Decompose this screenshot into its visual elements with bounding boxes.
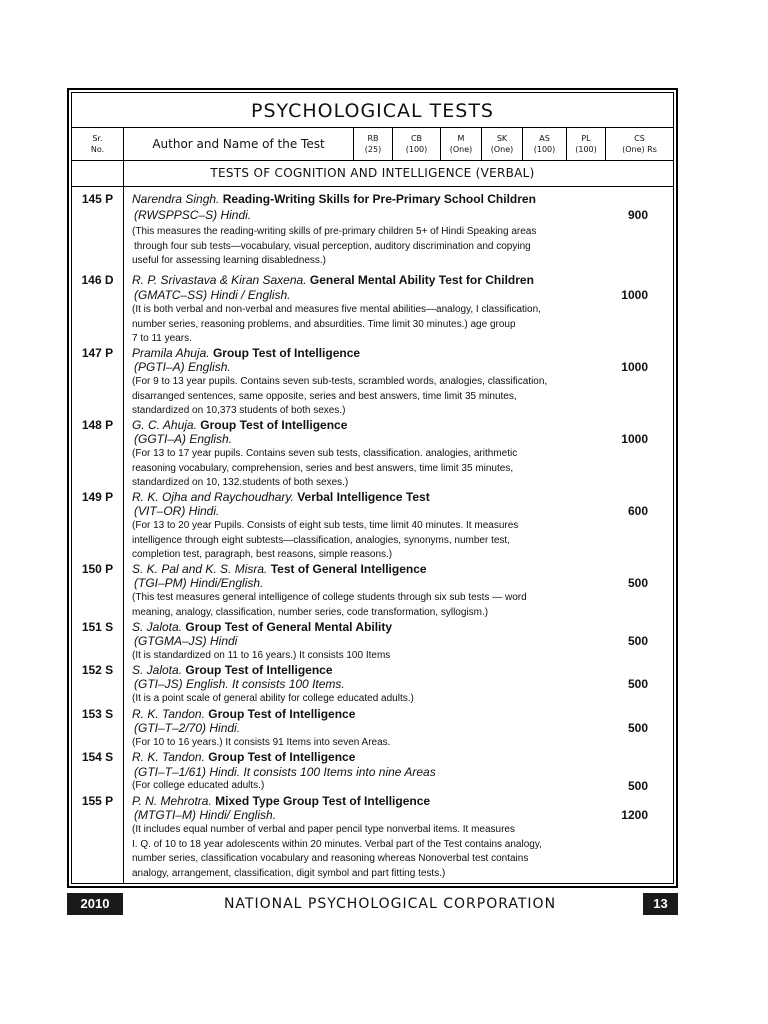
entry-title-line [132, 273, 602, 287]
category-heading: TESTS OF COGNITION AND INTELLIGENCE (VERBAL) [210, 166, 535, 180]
entry-price: 500 [627, 576, 648, 590]
entry-test-name: Group Test of Intelligence [208, 750, 356, 764]
entry-description [132, 303, 607, 347]
entry-test-name: Test of General Intelligence [270, 562, 427, 576]
entry-description [132, 692, 607, 707]
entry-test-name: Reading-Writing Skills for Pre-Primary School Children [222, 192, 536, 206]
entry-description [132, 447, 607, 491]
entry-number: 145 P [81, 192, 114, 206]
entry-authors: R. K. Tandon. [132, 750, 205, 764]
column-code-qty: (25) [364, 145, 382, 154]
column-header-author [124, 128, 353, 160]
column-header-pl [567, 128, 605, 160]
entry-code-line: (VIT–OR) Hindi. [134, 504, 220, 518]
desc-line: number series, classification vocabulary and reasoning whereas Nonoverbal test contains [132, 853, 529, 864]
desc-line: (This test measures general intelligence of college students through six sub tests — word [132, 592, 527, 603]
entry-authors: S. K. Pal and K. S. Misra. [132, 562, 268, 576]
column-header-sk [482, 128, 522, 160]
entry-price: 1000 [621, 432, 648, 446]
entry-price: 900 [627, 208, 648, 222]
column-header-m [441, 128, 481, 160]
desc-line: analogy, arrangement, classification, digit symbol and part fitting tests.) [132, 867, 446, 879]
footer-publisher: NATIONAL PSYCHOLOGICAL CORPORATION [223, 896, 557, 912]
desc-line: (It is standardized on 11 to 16 years.) It consists 100 Items [132, 650, 391, 661]
column-code: CB [410, 134, 423, 143]
desc-line: disarranged sentences, same opposite, series and best answers, time limit 35 minutes, [132, 390, 517, 402]
entry-code-line: (PGTI–A) English. [134, 360, 231, 374]
desc-line: standardized on 10, 132.students of both sexes.) [132, 477, 349, 488]
entry-test-name: Group Test of Intelligence [200, 418, 348, 432]
entry-code-line: (GTI–T–2/70) Hindi. [134, 721, 241, 735]
entry-authors: S. Jalota. [132, 663, 183, 677]
column-header-cs [606, 128, 673, 160]
column-code-qty: (100) [405, 145, 428, 154]
entry-test-name: Mixed Type Group Test of Intelligence [215, 794, 431, 808]
entry-authors: G. C. Ahuja. [132, 418, 197, 432]
entry-title-line [132, 794, 602, 808]
column-header-cb [393, 128, 440, 160]
entry-description [132, 375, 607, 419]
footer-year: 2010 [67, 893, 123, 915]
entry-authors: P. N. Mehrotra. [132, 794, 212, 808]
column-code-qty: (100) [533, 145, 556, 154]
desc-line: meaning, analogy, classification, number series, code transformation, syllogism.) [132, 606, 489, 618]
entry-number: 148 P [81, 418, 114, 432]
column-header-sr-line2: No. [90, 145, 105, 154]
desc-line: completion test, paragraph, best reasons, simple reasons.) [132, 549, 393, 560]
column-header-sr-no [72, 128, 123, 160]
desc-line: useful for assessing learning disabledness.) [132, 255, 326, 266]
desc-line: (For college educated adults.) [132, 780, 265, 791]
entry-description [132, 649, 607, 664]
column-code: SK [496, 134, 508, 143]
entry-test-name: Group Test of Intelligence [208, 707, 356, 721]
desc-line: standardized on 10,373 students of both sexes.) [132, 405, 346, 416]
desc-line: intelligence through eight subtests—classification, analogies, synonyms, number test, [132, 534, 510, 546]
column-code: CS [634, 134, 645, 143]
entry-number: 154 S [81, 750, 114, 764]
column-header-rb [354, 128, 392, 160]
entry-title-line [132, 346, 602, 360]
entry-title-line [132, 620, 602, 634]
entry-number: 151 S [81, 620, 114, 634]
entry-price: 500 [627, 677, 648, 691]
entry-authors: Pramila Ahuja. [132, 346, 210, 360]
entry-price: 600 [627, 504, 648, 518]
entry-number: 146 D [81, 273, 114, 287]
desc-line: (For 13 to 20 year Pupils. Consists of eight sub tests, time limit 40 minutes. It measures [132, 520, 519, 531]
desc-line: reasoning vocabulary, comprehension, series and best answers, time limit 35 minutes, [132, 462, 514, 474]
entry-price: 500 [627, 634, 648, 648]
column-code: PL [581, 134, 591, 143]
desc-line: (It is a point scale of general ability for college educated adults.) [132, 693, 414, 704]
entry-title-line [132, 750, 602, 764]
entry-description [132, 779, 607, 794]
column-code: RB [367, 134, 379, 143]
entry-title-line [132, 562, 602, 576]
entry-authors: R. K. Ojha and Raychoudhary. [132, 490, 294, 504]
entry-description [132, 591, 607, 620]
desc-line: (For 10 to 16 years.) It consists 91 Items into seven Areas. [132, 737, 391, 748]
entry-description [132, 519, 607, 563]
entry-authors: R. K. Tandon. [132, 707, 205, 721]
entry-price: 500 [627, 721, 648, 735]
entry-number: 147 P [81, 346, 114, 360]
desc-line: (For 9 to 13 year pupils. Contains seven sub-tests, scrambled words, analogies, classification, [132, 376, 548, 387]
desc-line: (For 13 to 17 year pupils. Contains seven sub tests, classification. analogies, arithmetic [132, 448, 518, 459]
entry-price: 1000 [621, 360, 648, 374]
entry-title-line [132, 663, 602, 677]
entry-code-line: (GTGMA–JS) Hindi [134, 634, 238, 648]
column-header-author-label: Author and Name of the Test [152, 136, 325, 151]
entry-title-line [132, 707, 602, 721]
desc-line: through four sub tests—vocabulary, visual perception, auditory discrimination and copying [134, 240, 531, 252]
column-code-qty: (100) [575, 145, 597, 154]
desc-line: 7 to 11 years. [132, 333, 192, 344]
entry-authors: S. Jalota. [132, 620, 183, 634]
column-code-qty: (One) Rs [622, 145, 657, 154]
column-code: AS [539, 134, 550, 143]
entry-code-line: (MTGTI–M) Hindi/ English. [134, 808, 277, 822]
entry-title-line [132, 490, 602, 504]
entry-test-name: Verbal Intelligence Test [297, 490, 430, 504]
entry-authors: Narendra Singh. [132, 192, 220, 206]
entry-title-line [132, 418, 602, 432]
entry-code-line: (GTI–T–1/61) Hindi. It consists 100 Items into nine Areas [134, 765, 436, 779]
entry-description [132, 225, 607, 269]
entry-code-line: (TGI–PM) Hindi/English. [134, 576, 264, 590]
entry-authors: R. P. Srivastava & Kiran Saxena. [132, 273, 307, 287]
desc-line: I. Q. of 10 to 18 year adolescents within 20 minutes. Verbal part of the Test contains analogy, [132, 838, 542, 850]
entry-test-name: Group Test of Intelligence [212, 346, 361, 360]
entry-test-name: Group Test of Intelligence [185, 663, 333, 677]
column-code-qty: (One) [490, 145, 514, 154]
entry-number: 150 P [81, 562, 114, 576]
entry-number: 153 S [81, 707, 114, 721]
entry-description [132, 736, 607, 751]
entry-code-line: (GGTI–A) English. [134, 432, 233, 446]
desc-line: (This measures the reading-writing skills of pre-primary children 5+ of Hindi Speaking areas [132, 226, 537, 237]
entry-test-name: General Mental Ability Test for Children [309, 273, 534, 287]
entry-description [132, 823, 607, 881]
entry-code-line: (GMATC–SS) Hindi / English. [134, 288, 291, 302]
entry-price: 1000 [621, 288, 648, 302]
entry-test-name: Group Test of General Mental Ability [185, 620, 393, 634]
entry-price: 500 [627, 779, 648, 793]
entry-code-line: (GTI–JS) English. It consists 100 Items. [134, 677, 345, 691]
entry-title-line [132, 192, 602, 206]
desc-line: (It is both verbal and non-verbal and measures five mental abilities—analogy, I classification, [132, 304, 541, 315]
entry-number: 152 S [81, 663, 114, 677]
page-title: PSYCHOLOGICAL TESTS [250, 100, 494, 122]
column-code: M [457, 134, 465, 143]
column-header-as [523, 128, 566, 160]
entry-number: 149 P [81, 490, 114, 504]
entry-price: 1200 [621, 808, 648, 822]
sr-column-divider [123, 128, 124, 883]
entry-number: 155 P [81, 794, 114, 808]
footer-page-number: 13 [643, 893, 678, 915]
column-code-qty: (One) [449, 145, 473, 154]
desc-line: (It includes equal number of verbal and paper pencil type nonverbal items. It measures [132, 824, 515, 835]
column-header-sr-line1: Sr. [92, 134, 103, 143]
desc-line: number series, reasoning problems, and absurdities. Time limit 30 minutes.) age group [132, 318, 516, 330]
category-bottom-rule [72, 186, 673, 187]
entry-code-line: (RWSPPSC–S) Hindi. [134, 208, 252, 222]
